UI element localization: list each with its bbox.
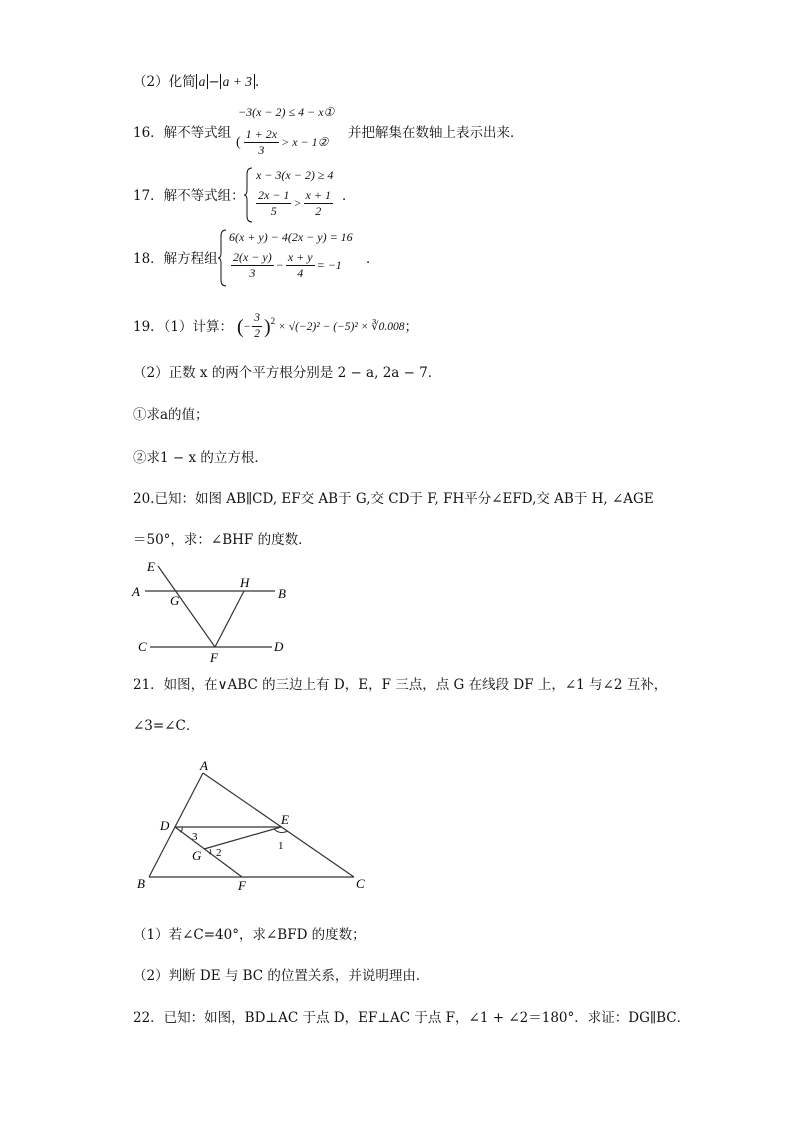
label-g: G (192, 848, 202, 863)
abs-a-plus-3: a + 3 (220, 74, 255, 89)
minus-sign: − (208, 74, 220, 90)
label-d: D (274, 639, 284, 654)
q19-part1 (133, 311, 418, 342)
q18-frac2 (286, 250, 315, 281)
q19-frac (252, 311, 262, 342)
q19-part2: （2）正数 x 的两个平方根分别是 2 − a, 2a − 7． (133, 365, 442, 381)
q17-frac1 (256, 188, 291, 219)
q18-d1: 3 (249, 266, 256, 280)
q17-d1: 5 (270, 204, 277, 218)
q20-line2: ＝50°，求：∠BHF 的度数． (133, 532, 312, 548)
period: ． (255, 74, 269, 90)
label-g: G (170, 593, 180, 608)
greater-than: > (293, 196, 302, 210)
segment-df (175, 827, 242, 877)
q18-eq1: 6(x + y) − 4(2x − y) = 16 (229, 230, 353, 244)
q17-brace (244, 166, 254, 224)
label-f: F (210, 650, 218, 665)
q22-text: 22．已知：如图，BD⊥AC 于点 D，EF⊥AC 于点 F，∠1 + ∠2＝180°．求证：DG∥BC． (133, 1010, 691, 1026)
label-a: A (132, 584, 140, 599)
minus-sign: − (275, 258, 284, 272)
q16-tail: 并把解集在数轴上表示出来． (348, 125, 524, 141)
q21-part2: （2）判断 DE 与 BC 的位置关系，并说明理由． (133, 968, 430, 984)
q16-numerator: 1 + 2x (245, 127, 278, 141)
q21-part1: （1）若∠C=40°，求∠BFD 的度数； (133, 927, 366, 943)
abs-a: a (196, 74, 209, 89)
q19-frac-n: 3 (252, 311, 262, 327)
line-fh (215, 591, 244, 647)
label-angle-2: 2 (216, 847, 222, 859)
q16-ineq1: −3(x − 2) ≤ 4 − x① (238, 105, 335, 119)
minus-sign: − (243, 320, 251, 333)
q18-label: 18．解方程组 (133, 251, 218, 267)
q20-figure (130, 560, 300, 668)
q17-end: ． (342, 188, 356, 204)
label-a: A (200, 758, 208, 773)
q16-ineq2 (236, 127, 328, 158)
q21-figure (130, 756, 380, 896)
label-c: C (356, 876, 365, 891)
q19-expression: × √(−2)² − (−5)² × ∛0.008 (278, 320, 405, 333)
paren-glyph: ( (236, 134, 241, 150)
q21-line1: 21．如图，在∨ABC 的三边上有 D，E，F 三点，点 G 在线段 DF 上，∠1 与∠2 互补， (133, 677, 668, 693)
q21-line2: ∠3=∠C． (133, 718, 200, 734)
q18-frac1 (231, 250, 274, 281)
side-ac (203, 773, 354, 877)
q18-brace (218, 228, 228, 288)
paren-glyph: ) (263, 315, 271, 338)
q15-label: （2）化简 (133, 74, 196, 90)
label-e: E (281, 812, 289, 827)
q19-sub2: ②求1 − x 的立方根． (133, 450, 268, 466)
label-angle-1: 1 (278, 840, 284, 852)
label-c: C (138, 639, 147, 654)
q18-end: ． (366, 251, 380, 267)
label-angle-3: 3 (192, 831, 198, 843)
q16-ineq2-rest: > x − 1② (281, 135, 329, 149)
label-b: B (278, 586, 286, 601)
q16-fraction (244, 127, 279, 158)
label-f: F (238, 878, 246, 893)
label-b: B (137, 876, 145, 891)
q19-frac-d: 2 (254, 328, 260, 340)
q17-n1: 2x − 1 (258, 188, 290, 202)
q17-n2: x + 1 (305, 188, 331, 202)
q18-n1: 2(x − y) (233, 250, 272, 264)
q17-ineq1: x − 3(x − 2) ≥ 4 (256, 168, 334, 182)
label-e: E (147, 560, 155, 574)
q18-rhs: = −1 (316, 258, 342, 272)
segment-ge (204, 827, 281, 849)
semicolon: ； (404, 318, 419, 335)
q17-label: 17．解不等式组： (133, 188, 245, 204)
q17-ineq2 (254, 188, 335, 219)
q17-d2: 2 (315, 204, 322, 218)
label-d: D (160, 818, 170, 833)
superscript: 2 (270, 315, 276, 326)
paren-glyph: ( (237, 315, 244, 338)
q16-label: 16．解不等式组 (133, 125, 232, 141)
q20-line1: 20.已知：如图 AB∥CD, EF交 AB于 G,交 CD于 F, FH平分∠EFD,交 AB于 H, ∠AGE (133, 491, 654, 507)
q16-denominator: 3 (258, 143, 265, 157)
q18-eq2 (229, 250, 342, 281)
q15-part2 (133, 73, 269, 91)
line-ef (158, 566, 215, 647)
q19-sub1: ①求a的值； (133, 407, 209, 423)
q19-label: 19．（1）计算： (133, 318, 234, 335)
label-h: H (240, 575, 250, 590)
q17-frac2 (304, 188, 333, 219)
q18-d2: 4 (297, 266, 304, 280)
q18-n2: x + y (287, 250, 313, 264)
